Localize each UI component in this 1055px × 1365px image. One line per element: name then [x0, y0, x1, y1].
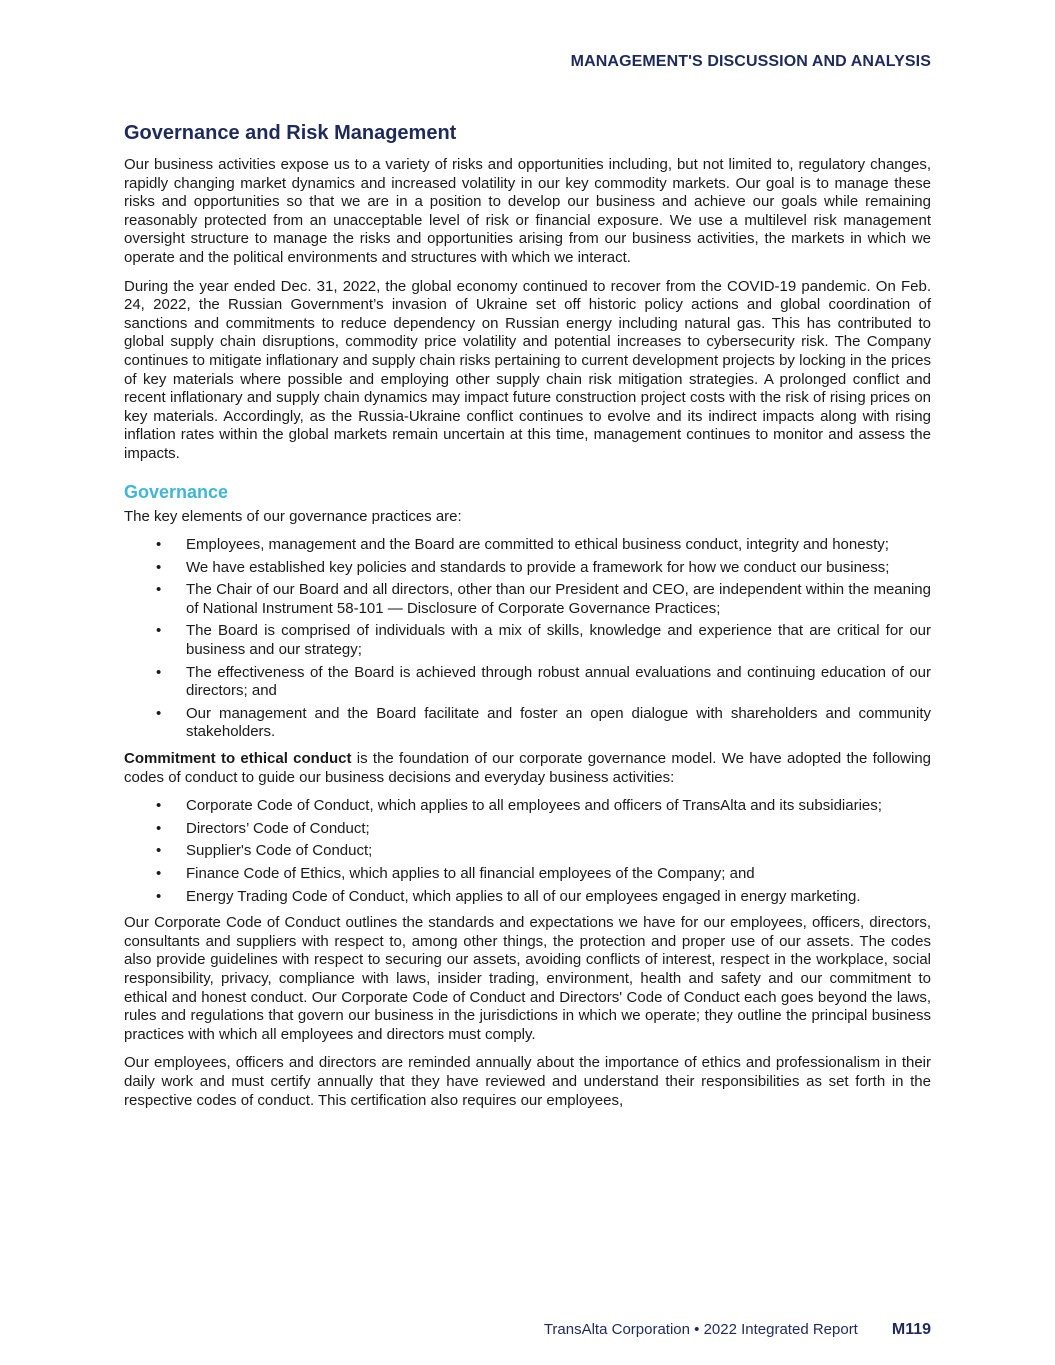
list-item	[124, 842, 931, 861]
list-item	[124, 865, 931, 884]
ethics-lead: Commitment to ethical conduct	[124, 750, 352, 768]
bullet-icon: •	[156, 622, 162, 640]
list-item-text: We have established key policies and standards to provide a framework for how we conduct our business;	[186, 558, 890, 576]
governance-heading: Governance	[124, 481, 229, 502]
list-item-text: Corporate Code of Conduct, which applies to all employees and officers of TransAlta and its subsidiaries;	[186, 797, 882, 815]
bullet-icon: •	[156, 581, 162, 599]
certification-paragraph: Our employees, officers and directors are reminded annually about the importance of ethics and professionalism in their daily work and must certify annually that they have reviewed and understand their responsibilities as set forth in the respective codes of conduct. This certification also requires our employees,	[124, 1054, 931, 1109]
list-item	[124, 536, 931, 555]
page-content	[124, 120, 931, 1120]
list-item	[124, 622, 931, 659]
list-item	[124, 664, 931, 701]
codes-of-conduct-list	[124, 797, 931, 906]
context-paragraph: During the year ended Dec. 31, 2022, the global economy continued to recover from the COVID-19 pandemic. On Feb. 24, 2022, the Russian Government’s invasion of Ukraine set off historic policy actions and global coordination of sanctions and commitments to reduce dependency on Russian energy including natural gas. This has contributed to global supply chain disruptions, commodity price volatility and potential increases to cybersecurity risk. The Company continues to mitigate inflationary and supply chain risks pertaining to current development projects by locking in the prices of key materials where possible and employing other supply chain risk mitigation strategies. A prolonged conflict and recent inflationary and supply chain dynamics may impact future construction project costs with the risk of rising prices on key materials. Accordingly, as the Russia-Ukraine conflict continues to evolve and its indirect impacts along with rising inflation rates within the global markets remain uncertain at this time, management continues to monitor and assess the impacts.	[124, 277, 931, 462]
bullet-icon: •	[156, 536, 162, 554]
list-item	[124, 581, 931, 618]
list-item-text: Energy Trading Code of Conduct, which applies to all of our employees engaged in energy marketing.	[186, 887, 861, 905]
governance-intro: The key elements of our governance practices are:	[124, 507, 462, 525]
list-item	[124, 797, 931, 816]
list-item	[124, 820, 931, 839]
list-item-text: Our management and the Board facilitate and foster an open dialogue with shareholders and community stakeholders.	[186, 704, 931, 741]
footer-publication: TransAlta Corporation • 2022 Integrated Report	[543, 1321, 858, 1338]
code-of-conduct-paragraph: Our Corporate Code of Conduct outlines the standards and expectations we have for our employees, officers, directors, consultants and suppliers with respect to, among other things, the protection and proper use of our assets. The codes also provide guidelines with respect to securing our assets, avoiding conflicts of interest, respect in the workplace, social responsibility, privacy, compliance with laws, insider trading, environment, health and safety and our commitment to ethical and honest conduct. Our Corporate Code of Conduct and Directors' Code of Conduct each goes beyond the laws, rules and regulations that govern our business in the jurisdictions in which we operate; they outline the principal business practices with which all employees and directors must comply.	[124, 914, 931, 1043]
bullet-icon: •	[156, 865, 162, 882]
bullet-icon: •	[156, 887, 162, 905]
running-header: MANAGEMENT'S DISCUSSION AND ANALYSIS	[570, 53, 931, 70]
list-item	[124, 888, 931, 907]
list-item-text: Supplier's Code of Conduct;	[186, 842, 373, 860]
bullet-icon: •	[156, 558, 162, 576]
bullet-icon: •	[156, 842, 162, 860]
page-footer	[544, 1321, 931, 1339]
list-item	[124, 705, 931, 742]
list-item-text: The Chair of our Board and all directors, other than our President and CEO, are independent within the meaning of National Instrument 58-101 — Disclosure of Corporate Governance Practices;	[186, 581, 931, 617]
ethics-paragraph	[124, 750, 931, 787]
bullet-icon: •	[156, 797, 162, 815]
list-item-text: The Board is comprised of individuals with a mix of skills, knowledge and experience that are critical for our business and our strategy;	[186, 622, 931, 659]
list-item-text: Finance Code of Ethics, which applies to all financial employees of the Company; and	[186, 865, 755, 882]
governance-practices-list	[124, 536, 931, 742]
page-number: M119	[891, 1321, 931, 1338]
list-item-text: The effectiveness of the Board is achieved through robust annual evaluations and continuing education of our directors; and	[186, 663, 931, 700]
bullet-icon: •	[156, 819, 162, 837]
ethics-text: is the foundation of our corporate governance model. We have adopted the following codes of conduct to guide our business decisions and everyday business activities:	[124, 750, 932, 786]
list-item	[124, 559, 931, 578]
bullet-icon: •	[156, 663, 162, 681]
list-item-text: Employees, management and the Board are committed to ethical business conduct, integrity and honesty;	[186, 536, 889, 554]
list-item-text: Directors’ Code of Conduct;	[186, 819, 370, 837]
bullet-icon: •	[156, 704, 162, 722]
intro-paragraph: Our business activities expose us to a variety of risks and opportunities including, but not limited to, regulatory changes, rapidly changing market dynamics and increased volatility in our key commodity markets. Our goal is to manage these risks and opportunities so that we are in a position to develop our business and achieve our goals while remaining reasonably protected from an unacceptable level of risk or financial exposure. We use a multilevel risk management oversight structure to manage the risks and opportunities arising from our business activities, the markets in which we operate and the political environments and structures with which we interact.	[124, 156, 931, 266]
section-title: Governance and Risk Management	[124, 122, 457, 144]
